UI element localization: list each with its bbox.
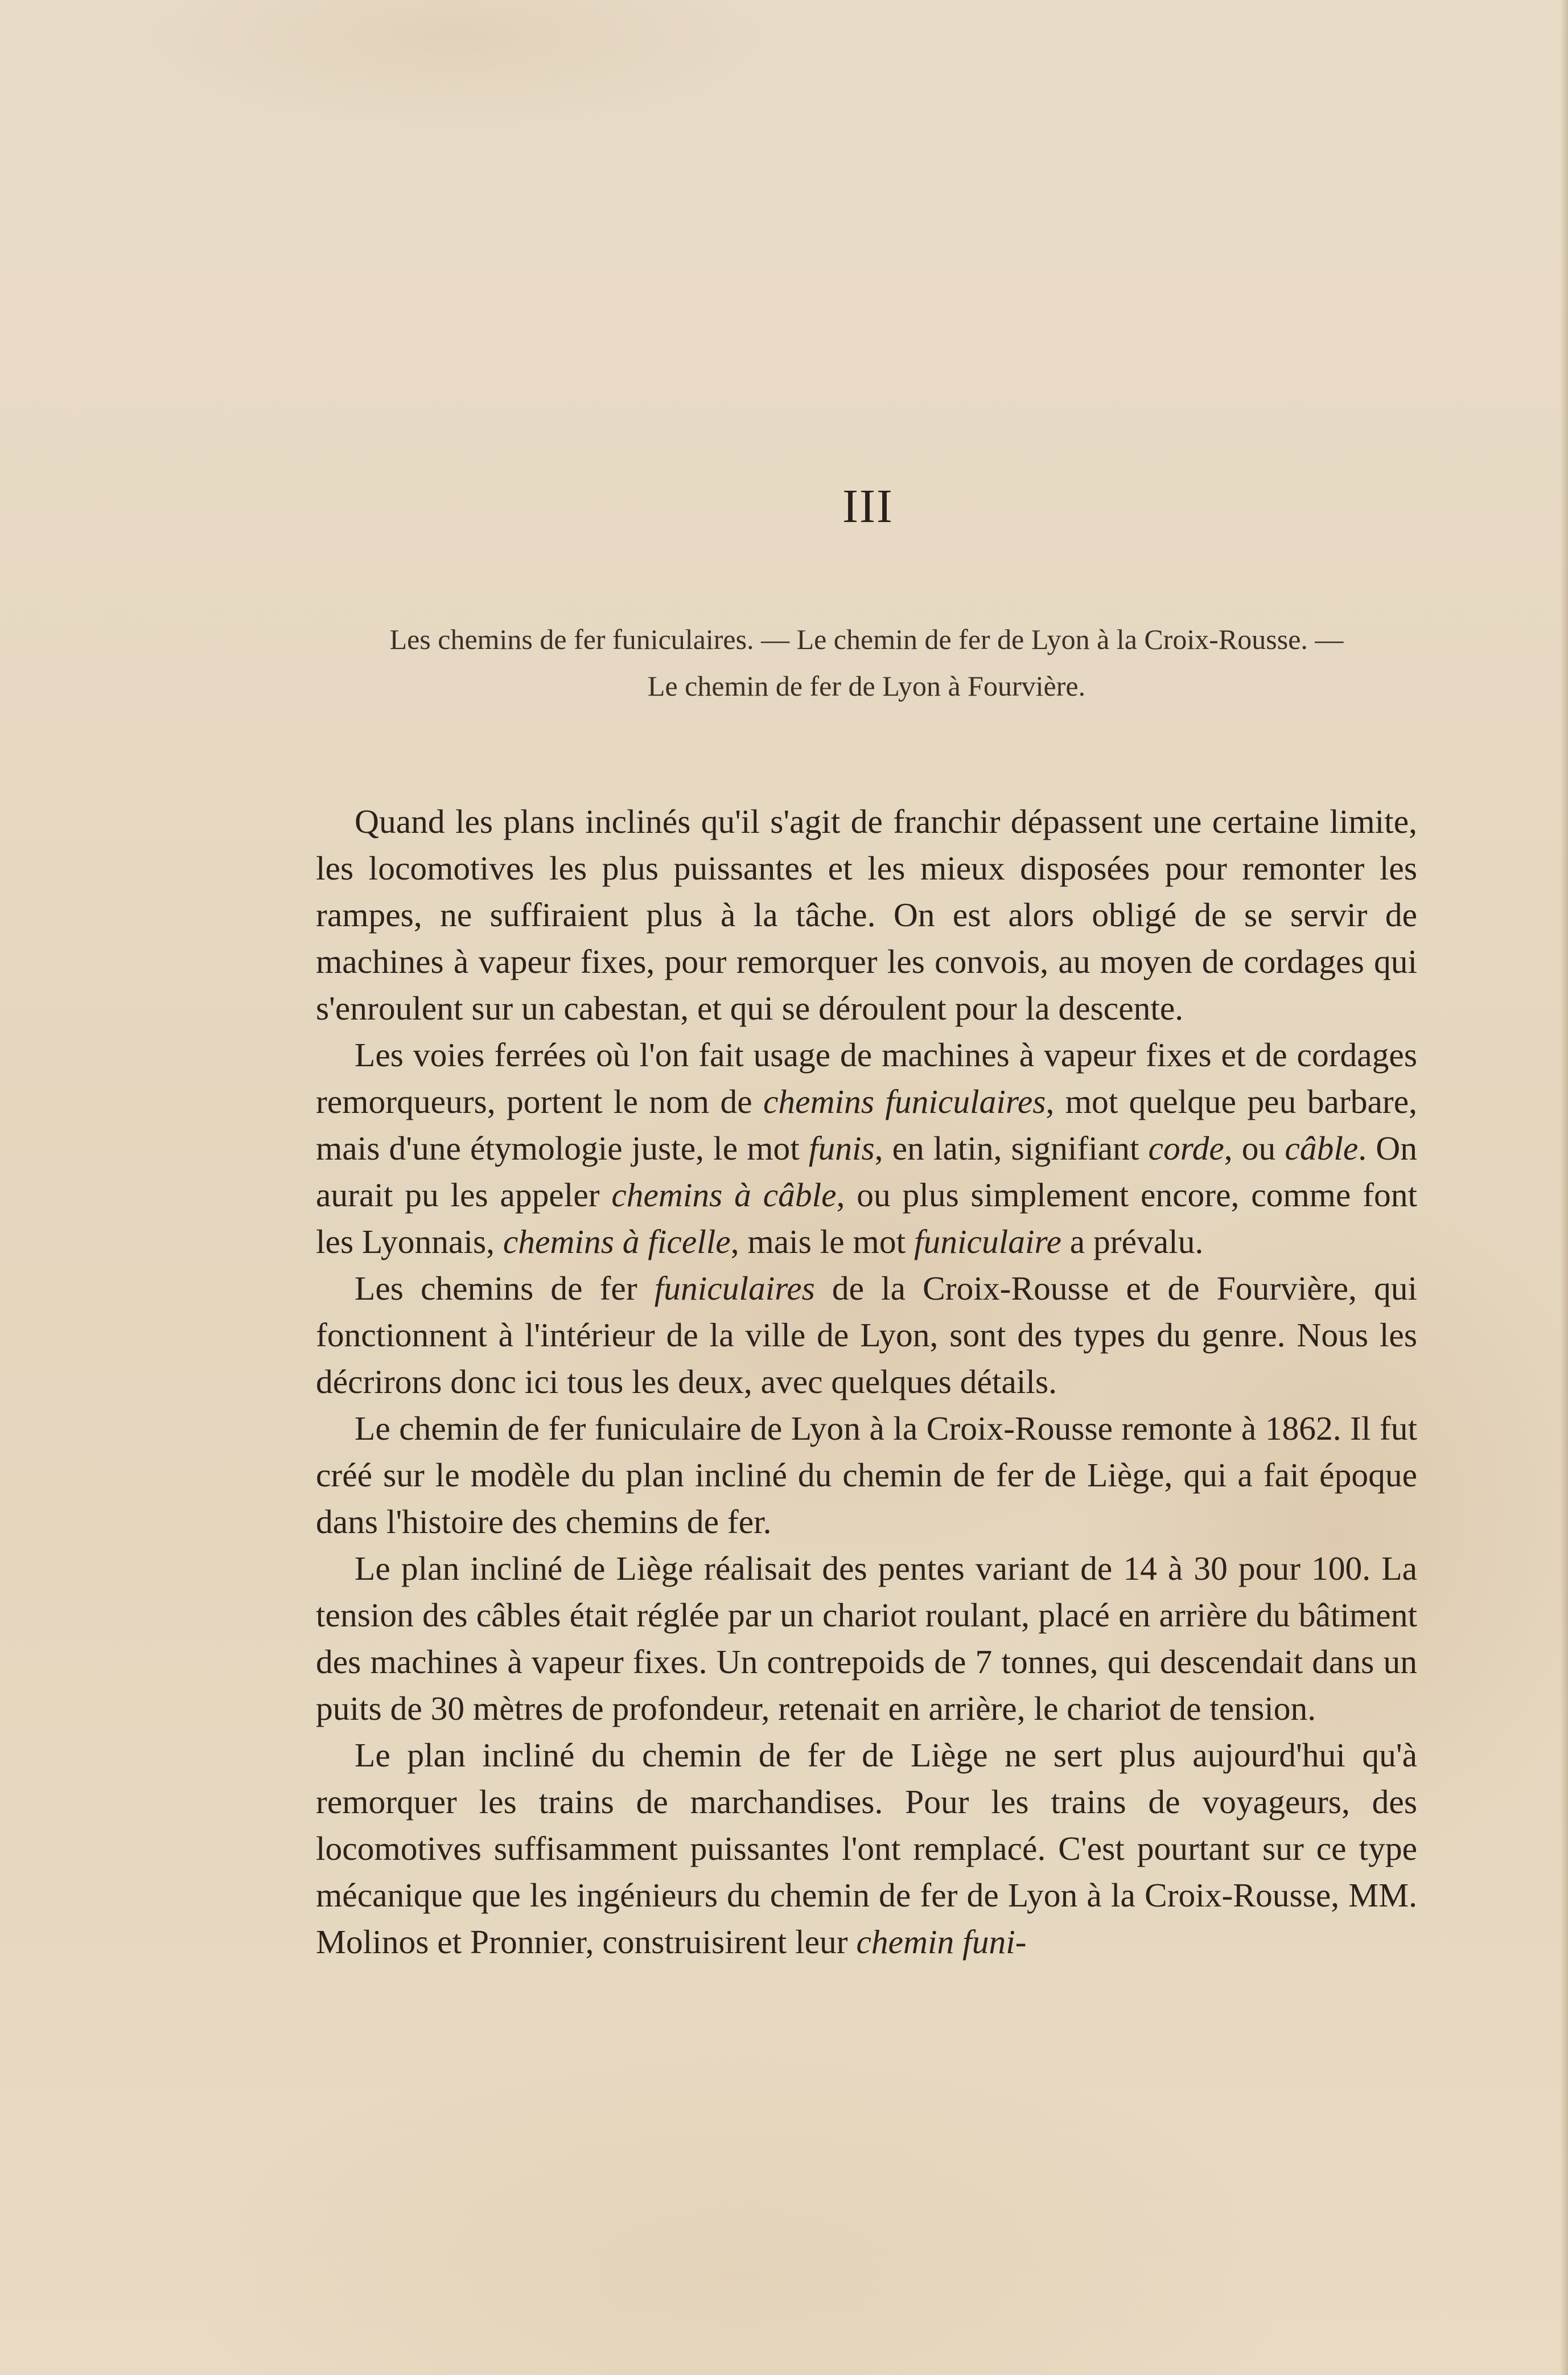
paragraph xyxy=(316,1545,1417,1732)
italic-term: chemins funiculaires xyxy=(763,1083,1046,1120)
paragraph xyxy=(316,1265,1417,1405)
body-text xyxy=(316,798,1417,1965)
chapter-heading xyxy=(316,616,1417,709)
italic-term: chemins à câble xyxy=(611,1176,837,1214)
page-edge-shadow xyxy=(1560,0,1568,2375)
text-run: de la Croix-Rousse et de Fourvière, qui fonctionnent à l'intérieur de la ville de Lyon, sont des types du genre. Nous les décrirons donc ici tous les deux, avec quelques détails. xyxy=(316,1269,1418,1400)
paragraph xyxy=(316,1032,1417,1265)
text-run: Les voies ferrées où l'on fait usage de machines à vapeur fixes et de cordages remorqueurs, portent le nom de xyxy=(316,1036,1417,1120)
text-run: a prévalu. xyxy=(1061,1223,1204,1260)
italic-term: funiculaire xyxy=(913,1223,1061,1260)
text-run: Le plan incliné du chemin de fer de Liège ne sert plus aujourd'hui qu'à remorquer les trains de marchandises. Pour les trains de voyageurs, des locomotives suffisamment puissantes l'ont remplacé. C'est pourtant sur ce type mécanique que les ingénieurs du chemin de fer de Lyon à la Croix-Rousse, MM. Molinos et Pronnier, construisirent leur xyxy=(316,1736,1417,1961)
text-run: Le plan incliné de Liège réalisait des pentes variant de 14 à 30 pour 100. La tension des câbles était réglée par un chariot roulant, placé en arrière du bâtiment des machines à vapeur fixes. Un contrepoids de 7 tonnes, qui descendait dans un puits de 30 mètres de profondeur, retenait en arrière, le chariot de tension. xyxy=(316,1550,1417,1727)
text-run: , ou plus simplement encore, comme font les Lyonnais, xyxy=(316,1176,1417,1260)
paragraph xyxy=(316,1405,1417,1545)
italic-term: chemins à ficelle xyxy=(503,1223,731,1260)
text-run: , mais le mot xyxy=(730,1223,914,1260)
chapter-heading-line-2: Le chemin de fer de Lyon à Fourvière. xyxy=(647,670,1086,702)
text-run: , mot quelque peu barbare, mais d'une étymologie juste, le mot xyxy=(316,1083,1417,1167)
chapter-heading-line-1: Les chemins de fer funiculaires. — Le chemin de fer de Lyon à la Croix-Rousse. — xyxy=(389,623,1344,655)
italic-term: corde xyxy=(1148,1129,1224,1167)
italic-term: funis xyxy=(808,1129,875,1167)
italic-term: chemin funi- xyxy=(856,1923,1027,1961)
text-run: Les chemins de fer xyxy=(355,1269,655,1307)
paragraph xyxy=(316,798,1417,1032)
text-run: , en latin, signifiant xyxy=(874,1129,1149,1167)
text-run: Quand les plans inclinés qu'il s'agit de franchir dépassent une certaine limite, les locomotives les plus puissantes et les mieux disposées pour remonter les rampes, ne suffiraient plus à la tâche. On est alors obligé de se servir de machines à vapeur fixes, pour remorquer les convois, au moyen de cordages qui s'enroulent sur un cabestan, et qui se déroulent pour la descente. xyxy=(316,803,1417,1027)
paragraph xyxy=(316,1732,1417,1965)
italic-term: câble xyxy=(1285,1129,1359,1167)
text-run: , ou xyxy=(1224,1129,1285,1167)
italic-term: funiculaires xyxy=(654,1269,815,1307)
text-run: Le chemin de fer funiculaire de Lyon à la Croix-Rousse remonte à 1862. Il fut créé sur le modèle du plan incliné du chemin de fer de Liège, qui a fait époque dans l'histoire des chemins de fer. xyxy=(316,1410,1417,1540)
chapter-number: III xyxy=(842,480,894,533)
text-run: . On aurait pu les appeler xyxy=(316,1129,1417,1214)
